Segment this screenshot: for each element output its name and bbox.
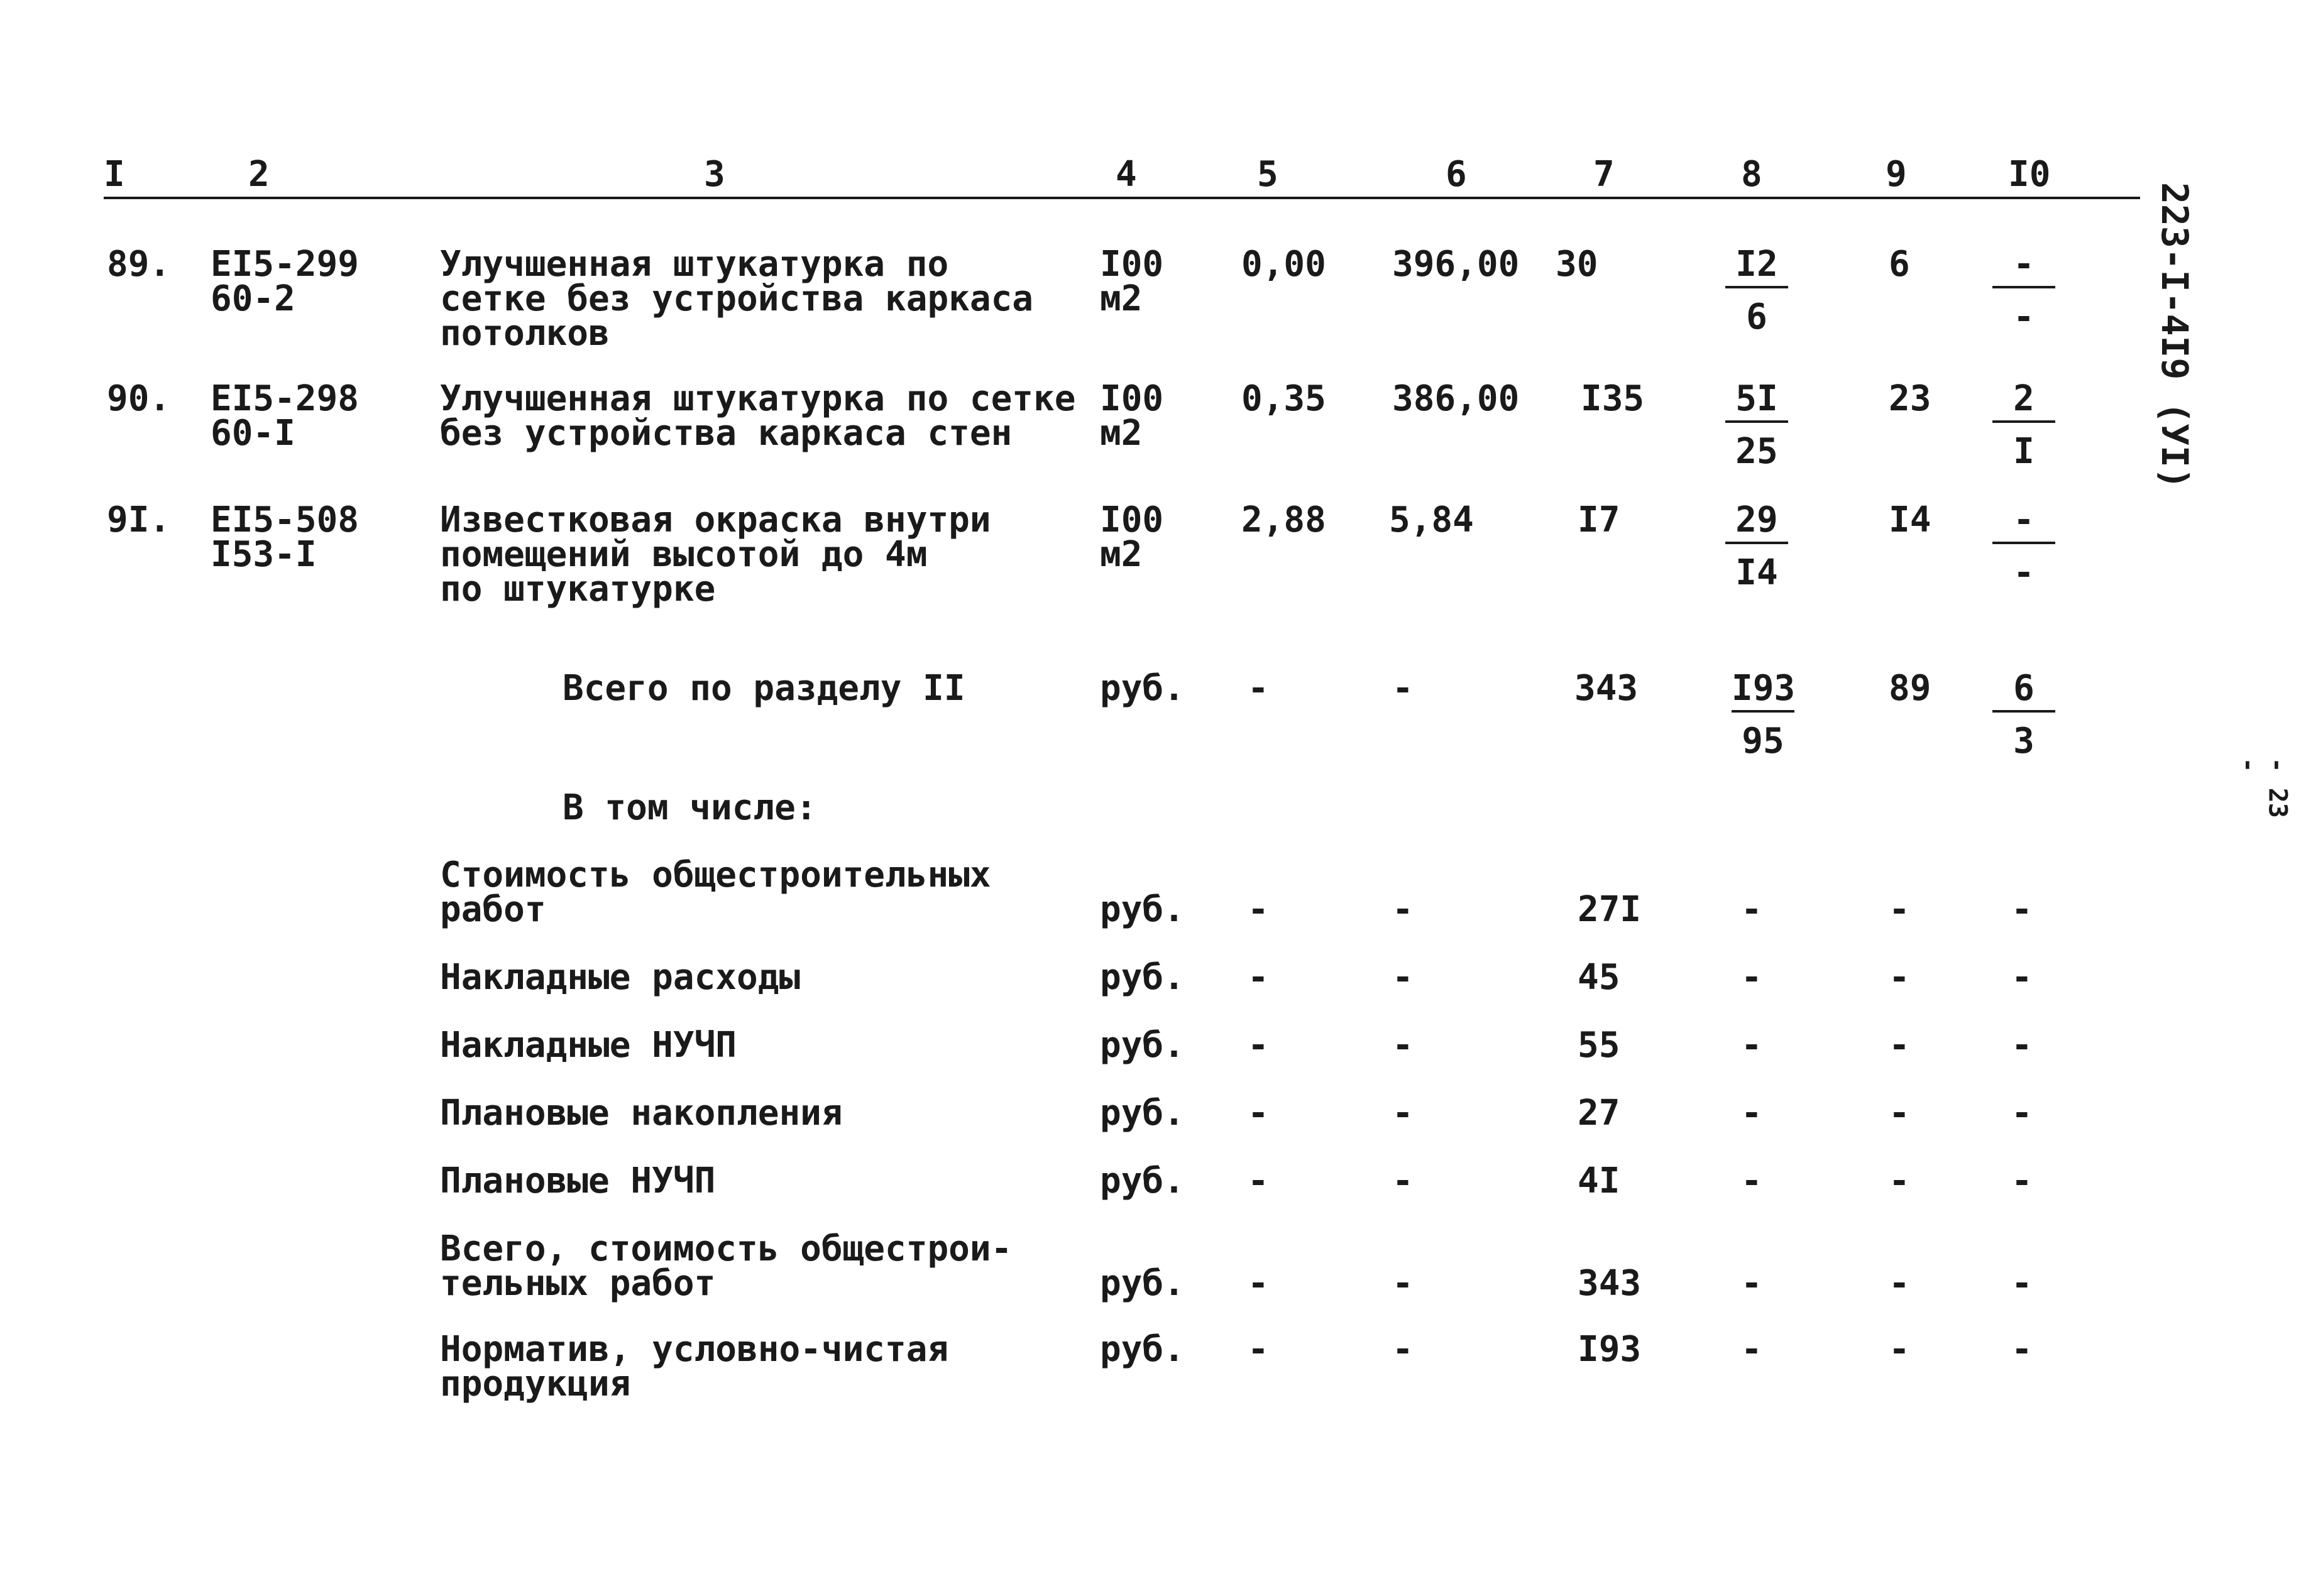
col9-value: - (1889, 1329, 1910, 1370)
col10-value: - (2011, 957, 2033, 998)
col6-value: - (1392, 1329, 1414, 1370)
col9-value: - (1889, 1161, 1910, 1201)
col10-fraction (1992, 378, 2055, 472)
col7-value: 4I (1578, 1161, 1620, 1201)
col10-top: - (2013, 500, 2035, 540)
col8-bottom: 95 (1742, 721, 1784, 762)
col8-fraction (1725, 500, 1788, 593)
unit: руб. (1100, 889, 1185, 930)
breakdown-label: Норматив, условно-чистая продукция (440, 1329, 949, 1404)
col10-value: - (2011, 1161, 2033, 1201)
col8-value: - (1741, 1025, 1762, 1066)
unit: руб. (1100, 1093, 1185, 1134)
col-header-7: 7 (1593, 154, 1615, 195)
rate-code: EI5-508 I53-I (211, 500, 360, 575)
breakdown-label: Плановые НУЧП (440, 1161, 716, 1201)
col-header-2: 2 (248, 154, 270, 195)
col6-value: - (1392, 1025, 1414, 1066)
breakdown-label: Плановые накопления (440, 1093, 843, 1134)
col10-fraction (1992, 668, 2055, 762)
unit: руб. (1100, 957, 1185, 998)
col7-value: 343 (1574, 668, 1639, 709)
col-header-5: 5 (1257, 154, 1278, 195)
col7-value: 55 (1578, 1025, 1620, 1066)
col6-value: - (1392, 1093, 1414, 1134)
breakdown-label: Накладные НУЧП (440, 1025, 737, 1066)
unit: руб. (1100, 668, 1185, 709)
col10-top: 6 (2013, 668, 2035, 709)
col5-value: - (1248, 668, 1269, 709)
col9-value: - (1889, 1093, 1910, 1134)
col8-value: - (1741, 957, 1762, 998)
document-code: 223-I-4I9 (УI) (2153, 182, 2196, 489)
col9-value: - (1889, 957, 1910, 998)
col6-value: - (1392, 1161, 1414, 1201)
col5-value: - (1248, 1329, 1269, 1370)
unit: руб. (1100, 1161, 1185, 1201)
col9-value: 23 (1889, 378, 1931, 419)
col8-bottom: I4 (1735, 552, 1778, 593)
col10-top: - (2013, 244, 2035, 285)
rate-code: EI5-299 60-2 (211, 244, 360, 319)
breakdown-label: Всего, стоимость общестрои- тельных работ (440, 1228, 1013, 1304)
unit: руб. (1100, 1025, 1185, 1066)
col10-value: - (2011, 1093, 2033, 1134)
col7-value: 343 (1578, 1263, 1642, 1304)
col8-value: - (1741, 1263, 1762, 1304)
row-number: 90. (107, 378, 171, 419)
unit: I00 м2 (1100, 378, 1164, 454)
col5-value: 0,35 (1241, 378, 1326, 419)
col6-value: 396,00 (1392, 244, 1520, 285)
col10-value: - (2011, 1263, 2033, 1304)
col6-value: - (1392, 889, 1414, 930)
col8-value: - (1741, 889, 1762, 930)
col10-top: 2 (2013, 378, 2035, 419)
col9-value: I4 (1889, 500, 1931, 540)
breakdown-label: Накладные расходы (440, 957, 801, 998)
unit: I00 м2 (1100, 244, 1164, 319)
total-label: Всего по разделу II (563, 668, 965, 709)
col6-value: 386,00 (1392, 378, 1520, 419)
header-rule (104, 197, 2140, 199)
col7-value: I93 (1578, 1329, 1642, 1370)
col7-value: 30 (1556, 244, 1598, 285)
col-header-1: I (104, 154, 125, 195)
col10-fraction (1992, 500, 2055, 593)
col8-top: I2 (1735, 244, 1778, 285)
col10-value: - (2011, 1025, 2033, 1066)
col-header-10: I0 (2008, 154, 2051, 195)
col5-value: - (1248, 889, 1269, 930)
col7-value: I35 (1581, 378, 1645, 419)
work-description: Известковая окраска внутри помещений высотой до 4м по штукатурке (440, 500, 991, 609)
col6-value: - (1392, 957, 1414, 998)
page-number: - 23 - (2234, 757, 2292, 818)
col9-value: - (1889, 1025, 1910, 1066)
col10-bottom: - (2013, 297, 2035, 337)
unit: I00 м2 (1100, 500, 1164, 575)
work-description: Улучшенная штукатурка по сетке без устройства каркаса стен (440, 378, 1076, 454)
col5-value: - (1248, 1093, 1269, 1134)
col-header-6: 6 (1446, 154, 1467, 195)
col7-value: 45 (1578, 957, 1620, 998)
col-header-3: 3 (704, 154, 725, 195)
row-number: 9I. (107, 500, 171, 540)
unit: руб. (1100, 1329, 1185, 1370)
col7-value: 27 (1578, 1093, 1620, 1134)
col5-value: - (1248, 1025, 1269, 1066)
including-heading: В том числе: (563, 787, 817, 828)
col8-bottom: 25 (1735, 431, 1778, 472)
col-header-8: 8 (1741, 154, 1762, 195)
breakdown-label: Стоимость общестроительных работ (440, 855, 991, 930)
rate-code: EI5-298 60-I (211, 378, 360, 454)
col10-fraction (1992, 244, 2055, 337)
col9-value: - (1889, 889, 1910, 930)
col8-fraction (1725, 378, 1788, 472)
col6-value: 5,84 (1389, 500, 1474, 540)
row-number: 89. (107, 244, 171, 285)
col8-fraction (1725, 244, 1788, 337)
col6-value: - (1392, 1263, 1414, 1304)
col8-value: - (1741, 1329, 1762, 1370)
work-description: Улучшенная штукатурка по сетке без устройства каркаса потолков (440, 244, 1034, 354)
col8-top: 29 (1735, 500, 1778, 540)
col10-bottom: - (2013, 552, 2035, 593)
col10-value: - (2011, 1329, 2033, 1370)
col8-top: 5I (1735, 378, 1778, 419)
col8-bottom: 6 (1746, 297, 1767, 337)
col5-value: - (1248, 1263, 1269, 1304)
col5-value: - (1248, 1161, 1269, 1201)
col9-value: - (1889, 1263, 1910, 1304)
col10-value: - (2011, 889, 2033, 930)
col7-value: 27I (1578, 889, 1642, 930)
col6-value: - (1392, 668, 1414, 709)
col-header-4: 4 (1116, 154, 1137, 195)
col8-top: I93 (1732, 668, 1796, 709)
col8-fraction (1732, 668, 1796, 762)
col5-value: 2,88 (1241, 500, 1326, 540)
col9-value: 89 (1889, 668, 1931, 709)
col9-value: 6 (1889, 244, 1910, 285)
col-header-9: 9 (1886, 154, 1907, 195)
col10-bottom: 3 (2013, 721, 2035, 762)
col5-value: - (1248, 957, 1269, 998)
col8-value: - (1741, 1161, 1762, 1201)
unit: руб. (1100, 1263, 1185, 1304)
col10-bottom: I (2013, 431, 2035, 472)
col7-value: I7 (1578, 500, 1620, 540)
col8-value: - (1741, 1093, 1762, 1134)
col5-value: 0,00 (1241, 244, 1326, 285)
